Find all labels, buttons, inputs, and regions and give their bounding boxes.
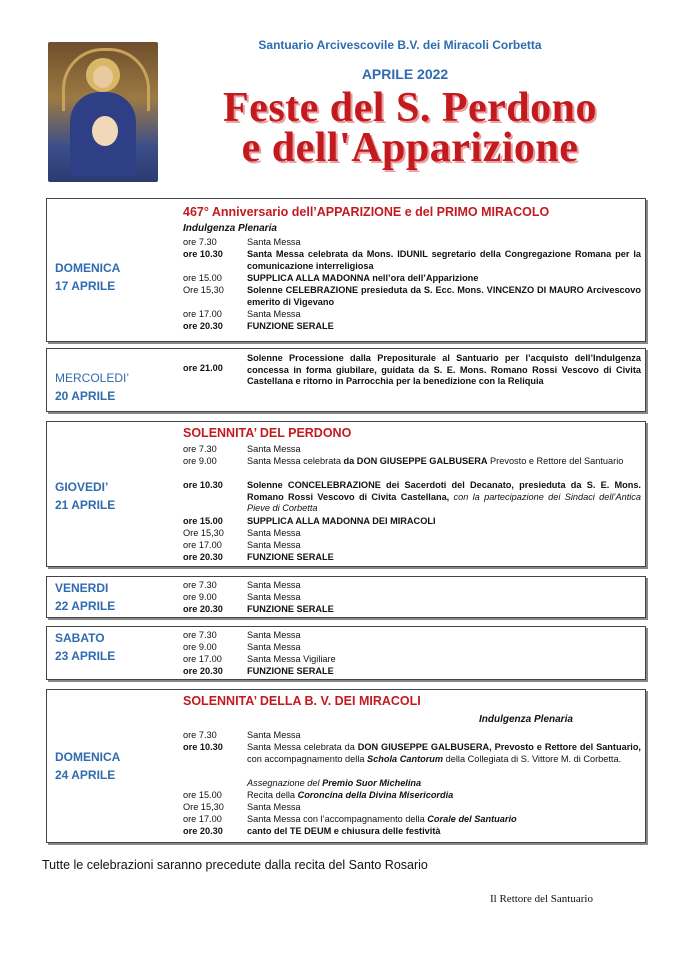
- title-line-1: Feste del S. Perdono: [223, 85, 597, 131]
- schedule-box-sabato-23: SABATO 23 APRILE ore 7.30 Santa Messa ore 9.00 Santa Messa ore 17.00 Santa Messa Vigiliare ore 20.30 FUNZIONE SERALE: [46, 626, 646, 680]
- page-title: [160, 85, 660, 171]
- day-date: 23 APRILE: [55, 649, 116, 663]
- day-label: [55, 369, 129, 405]
- footer-note: Tutte le celebrazioni saranno precedute dalla recita del Santo Rosario: [42, 858, 428, 872]
- day-label: [55, 259, 120, 295]
- day-date: 22 APRILE: [55, 599, 116, 613]
- day-name: DOMENICA: [55, 750, 121, 764]
- day-name: GIOVEDI’: [55, 480, 109, 494]
- day-date: 24 APRILE: [55, 768, 116, 782]
- day-label: [55, 478, 115, 514]
- day-name: VENERDI: [55, 581, 109, 595]
- schedule-box-giovedi-21: GIOVEDI’ 21 APRILE SOLENNITA’ DEL PERDONO ore 7.30 Santa Messa ore 9.00 Santa Messa celebrata da DON GIUSEPPE GALBUSERA Prevosto e Rettore del Santuario ore 10.30 Solenne CONCELEBRAZIONE dei Sacerdoti del Decanato, presieduta da S. E. Mons. Romano Rossi Vescovo di Civita Castellana, con la partecipazione dei Sindaci dell’Antica Pieve di Corbetta ore 15.00 SUPPLICA ALLA MADONNA DEI MIRACOLI Ore 15,30 Santa Messa ore 17.00 Santa Messa ore 20.30 FUNZIONE SERALE: [46, 421, 646, 567]
- schedule-box-venerdi-22: VENERDI 22 APRILE ore 7.30 Santa Messa ore 9.00 Santa Messa ore 20.30 FUNZIONE SERALE: [46, 576, 646, 618]
- signature: Il Rettore del Santuario: [490, 893, 593, 905]
- indulgenza-label: Indulgenza Plenaria: [479, 714, 573, 725]
- day-date: 21 APRILE: [55, 498, 116, 512]
- day-label: [55, 629, 115, 665]
- indulgenza-label: Indulgenza Plenaria: [183, 223, 277, 234]
- madonna-icon-image: [48, 42, 158, 182]
- schedule-box-domenica-17: DOMENICA 17 APRILE 467° Anniversario dell’APPARIZIONE e del PRIMO MIRACOLO Indulgenza Plenaria ore 7.30 Santa Messa ore 10.30 Santa Messa celebrata da Mons. IDUNIL segretario della Congregazione Romana per la comunicazione interreligiosa ore 15.00 SUPPLICA ALLA MADONNA nell’ora dell’Apparizione Ore 15,30 Solenne CELEBRAZIONE presieduta da S. Ecc. Mons. VINCENZO DI MAURO Arcivescovo emerito di Vigevano ore 17.00 Santa Messa ore 20.30 FUNZIONE SERALE: [46, 198, 646, 342]
- schedule-box-domenica-24: DOMENICA 24 APRILE SOLENNITA’ DELLA B. V. DEI MIRACOLI Indulgenza Plenaria ore 7.30 Santa Messa ore 10.30 Santa Messa celebrata da DON GIUSEPPE GALBUSERA, Prevosto e Rettore del Santuario, con accompagnamento della Schola Cantorum della Collegiata di S. Vittore M. di Corbetta. Assegnazione del Premio Suor Michelina ore 15.00 Recita della Coroncina della Divina Misericordia Ore 15,30 Santa Messa ore 17.00 Santa Messa con l’accompagnamento della Corale del Santuario ore 20.30 canto del TE DEUM e chiusura delle festività: [46, 689, 646, 843]
- day-name: DOMENICA: [55, 261, 121, 275]
- day-label: [55, 579, 115, 615]
- day-date: 20 APRILE: [55, 389, 116, 403]
- schedule-box-mercoledi-20: MERCOLEDI’ 20 APRILE ore 21.00 Solenne Processione dalla Prepositurale al Santuario per l’acquisto dell’Indulgenza concessa in forma giubilare, guidata da S. E. Mons. Romano Rossi Vescovo di Civita Castellana e ritorno in Parrocchia per la benedizione con la Reliquia: [46, 348, 646, 412]
- day-date: 17 APRILE: [55, 279, 116, 293]
- sanctuary-name: Santuario Arcivescovile B.V. dei Miracoli Corbetta: [258, 38, 542, 52]
- day-label: [55, 748, 120, 784]
- month-label: APRILE 2022: [361, 66, 449, 82]
- event-heading: 467° Anniversario dell’APPARIZIONE e del PRIMO MIRACOLO: [183, 205, 550, 219]
- event-heading: SOLENNITA’ DELLA B. V. DEI MIRACOLI: [183, 694, 421, 708]
- event-heading: SOLENNITA’ DEL PERDONO: [183, 426, 352, 440]
- day-name: SABATO: [55, 631, 105, 645]
- day-name: MERCOLEDI’: [55, 371, 130, 385]
- title-line-2: e dell'Apparizione: [241, 125, 579, 171]
